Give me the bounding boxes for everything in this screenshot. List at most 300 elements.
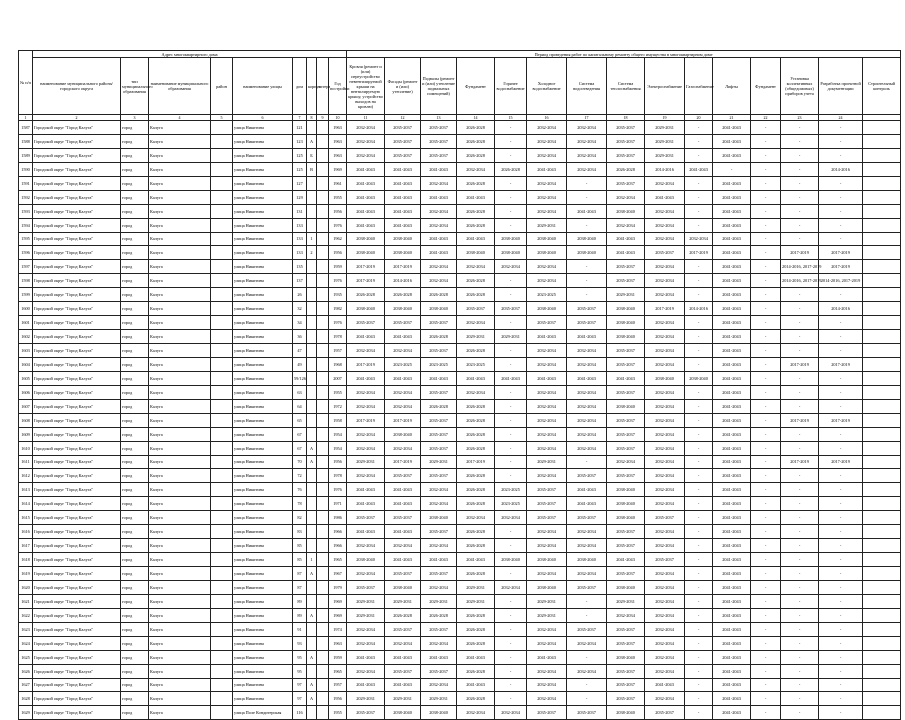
table-cell: - (751, 525, 781, 539)
table-cell-empty (863, 678, 901, 692)
table-cell: - (685, 357, 713, 371)
table-cell: - (751, 316, 781, 330)
table-cell: - (567, 176, 607, 190)
table-row (19, 288, 901, 302)
table-cell: - (781, 706, 819, 720)
table-cell (211, 622, 233, 636)
column-number: 23 (781, 115, 819, 121)
table-cell: 2041-2043 (385, 330, 421, 344)
table-cell: 2032-2034 (645, 176, 685, 190)
col-header-20: Лифты (713, 58, 751, 115)
table-cell: 2032-2034 (645, 427, 685, 441)
table-cell: - (685, 344, 713, 358)
table-cell: - (781, 525, 819, 539)
table-cell: 2041-2043 (347, 650, 385, 664)
table-cell: 2038-2040 (607, 511, 645, 525)
table-cell: 2017-2019 (819, 260, 863, 274)
table-cell: - (713, 162, 751, 176)
table-cell: 2026-2028 (421, 608, 457, 622)
table-cell: 2041-2043 (527, 650, 567, 664)
table-cell: 2035-2037 (607, 539, 645, 553)
table-cell: Калуга (149, 539, 211, 553)
table-cell: улица Никитина (233, 692, 293, 706)
table-cell: 2026-2028 (347, 288, 385, 302)
table-cell: - (495, 148, 527, 162)
table-cell: 2032-2034 (457, 162, 495, 176)
column-number: 4 (149, 115, 211, 121)
table-cell: 64 (293, 399, 307, 413)
table-cell: Городской округ "Город Калуга" (33, 427, 121, 441)
table-row (19, 608, 901, 622)
table-cell: Калуга (149, 288, 211, 302)
table-cell: 2032-2034 (421, 636, 457, 650)
table-cell: - (495, 692, 527, 706)
table-cell: 125 (293, 148, 307, 162)
address-group-header: Адрес многоквартирного дома (33, 51, 347, 58)
table-cell: - (751, 469, 781, 483)
table-cell: улица Никитина (233, 371, 293, 385)
table-cell: 2035-2037 (607, 344, 645, 358)
table-cell-empty (863, 650, 901, 664)
table-cell: 2032-2034 (385, 539, 421, 553)
table-cell: - (495, 441, 527, 455)
table-cell: - (495, 427, 527, 441)
table-cell: 2041-2043 (347, 525, 385, 539)
column-number: 11 (347, 115, 385, 121)
table-cell: 2029-2031 (421, 692, 457, 706)
table-cell: - (819, 288, 863, 302)
table-cell: 2038-2040 (527, 232, 567, 246)
table-cell: 2041-2043 (421, 232, 457, 246)
table-cell: город (121, 567, 149, 581)
table-cell: 2038-2040 (527, 553, 567, 567)
table-cell: - (685, 399, 713, 413)
table-cell: 2038-2040 (607, 580, 645, 594)
table-cell: 2026-2028 (457, 636, 495, 650)
table-cell: - (819, 539, 863, 553)
table-cell (211, 441, 233, 455)
table-cell (211, 232, 233, 246)
table-cell (307, 483, 317, 497)
table-row (19, 497, 901, 511)
table-cell: Городской округ "Город Калуга" (33, 274, 121, 288)
table-cell (317, 288, 329, 302)
table-cell: - (751, 288, 781, 302)
table-cell: 1956 (329, 692, 347, 706)
table-cell: - (781, 692, 819, 706)
table-cell (307, 330, 317, 344)
table-cell (211, 134, 233, 148)
table-cell: 2041-2043 (495, 371, 527, 385)
table-cell: 1627 (19, 678, 33, 692)
table-cell: Городской округ "Город Калуга" (33, 413, 121, 427)
table-cell: 2032-2034 (527, 204, 567, 218)
table-cell-empty (863, 511, 901, 525)
table-cell (317, 413, 329, 427)
table-cell: - (751, 302, 781, 316)
table-cell: город (121, 204, 149, 218)
table-cell: 1978 (329, 469, 347, 483)
table-cell: 2041-2043 (457, 190, 495, 204)
table-cell: 1628 (19, 692, 33, 706)
table-cell: 133 (293, 218, 307, 232)
table-cell (317, 246, 329, 260)
table-cell: - (751, 483, 781, 497)
table-cell: 2041-2043 (645, 678, 685, 692)
table-cell: 2035-2037 (421, 441, 457, 455)
table-cell: Калуга (149, 204, 211, 218)
table-cell: Калуга (149, 441, 211, 455)
table-cell (307, 594, 317, 608)
table-cell: город (121, 594, 149, 608)
table-cell: - (819, 204, 863, 218)
table-cell: - (495, 204, 527, 218)
table-cell: - (781, 636, 819, 650)
table-cell: Городской округ "Город Калуга" (33, 553, 121, 567)
table-cell: 2032-2034 (495, 706, 527, 720)
table-cell: Городской округ "Город Калуга" (33, 218, 121, 232)
table-cell (211, 678, 233, 692)
table-cell: 2032-2034 (567, 539, 607, 553)
table-cell: 1974 (329, 622, 347, 636)
table-cell: 2035-2037 (457, 302, 495, 316)
table-cell: 2035-2037 (385, 316, 421, 330)
column-number: 16 (527, 115, 567, 121)
table-cell: 1965 (329, 664, 347, 678)
table-cell: Городской округ "Город Калуга" (33, 162, 121, 176)
table-cell: Городской округ "Город Калуга" (33, 371, 121, 385)
table-cell: Городской округ "Город Калуга" (33, 664, 121, 678)
table-cell: 2032-2034 (421, 678, 457, 692)
table-cell: 2038-2040 (495, 232, 527, 246)
table-cell: - (751, 357, 781, 371)
table-cell: 2041-2043 (713, 664, 751, 678)
table-cell: 1615 (19, 511, 33, 525)
table-cell: 1605 (19, 371, 33, 385)
table-cell: - (495, 190, 527, 204)
col-header-5: наименование улицы (233, 58, 293, 115)
table-cell (211, 608, 233, 622)
table-cell: - (751, 121, 781, 135)
table-cell: 2026-2028 (457, 539, 495, 553)
table-cell: улица Никитина (233, 664, 293, 678)
table-cell: - (819, 385, 863, 399)
table-cell: 2026-2028 (495, 162, 527, 176)
table-cell: 2032-2034 (527, 344, 567, 358)
table-row (19, 650, 901, 664)
table-cell: - (819, 580, 863, 594)
table-cell: 2038-2040 (347, 232, 385, 246)
table-cell: - (819, 567, 863, 581)
table-cell (307, 385, 317, 399)
table-cell: 2032-2034 (567, 427, 607, 441)
column-number: 2 (33, 115, 121, 121)
table-cell: улица Никитина (233, 441, 293, 455)
table-cell (211, 636, 233, 650)
table-cell: 2041-2043 (567, 204, 607, 218)
table-cell: Калуга (149, 121, 211, 135)
column-number: 6 (233, 115, 293, 121)
table-cell: - (781, 190, 819, 204)
table-cell (307, 706, 317, 720)
table-cell (317, 511, 329, 525)
table-cell: 2026-2028 (457, 288, 495, 302)
table-cell: - (685, 664, 713, 678)
table-cell: 2041-2043 (713, 455, 751, 469)
table-cell: 2035-2037 (607, 567, 645, 581)
table-cell: 2032-2034 (421, 218, 457, 232)
table-cell: 2032-2034 (645, 567, 685, 581)
table-cell: город (121, 483, 149, 497)
table-cell-empty (863, 246, 901, 260)
table-cell: - (781, 678, 819, 692)
table-cell: 2032-2034 (527, 622, 567, 636)
table-cell-empty (863, 692, 901, 706)
table-cell: - (685, 441, 713, 455)
table-cell: 1982 (329, 302, 347, 316)
table-cell: 2038-2040 (527, 580, 567, 594)
table-cell: 2032-2034 (567, 441, 607, 455)
table-cell: город (121, 525, 149, 539)
table-cell: 2041-2043 (421, 553, 457, 567)
table-cell: - (685, 330, 713, 344)
table-cell: 2032-2034 (347, 385, 385, 399)
table-cell: Калуга (149, 274, 211, 288)
table-cell: 1598 (19, 274, 33, 288)
table-cell: 2035-2037 (607, 427, 645, 441)
table-cell: 2029-2031 (645, 121, 685, 135)
table-cell: Городской округ "Город Калуга" (33, 260, 121, 274)
table-cell: 1955 (329, 190, 347, 204)
table-header (19, 51, 901, 121)
table-cell: улица Никитина (233, 316, 293, 330)
table-cell: 2032-2034 (527, 441, 567, 455)
table-cell: 2041-2043 (713, 246, 751, 260)
table-cell: 2026-2028 (457, 274, 495, 288)
table-cell-empty (863, 441, 901, 455)
table-cell: - (751, 636, 781, 650)
table-cell (211, 218, 233, 232)
col-header-22: Установка коллективных (общедомовых) приборов учета (781, 58, 819, 115)
table-cell (317, 385, 329, 399)
table-cell: - (685, 706, 713, 720)
table-cell-empty (863, 302, 901, 316)
col-header-7: корпус (307, 58, 317, 115)
table-cell: - (781, 176, 819, 190)
table-cell: 1957 (329, 678, 347, 692)
table-cell: 2032-2034 (527, 664, 567, 678)
table-cell: 2041-2043 (713, 134, 751, 148)
table-cell: Городской округ "Город Калуга" (33, 302, 121, 316)
table-cell: - (781, 330, 819, 344)
table-cell: - (781, 580, 819, 594)
table-cell: Городской округ "Город Калуга" (33, 525, 121, 539)
table-cell: 2035-2037 (385, 511, 421, 525)
table-cell (317, 636, 329, 650)
table-cell: 2026-2028 (457, 413, 495, 427)
table-cell: улица Никитина (233, 260, 293, 274)
table-cell: 2032-2034 (527, 636, 567, 650)
table-cell: 2041-2043 (347, 218, 385, 232)
table-cell: - (685, 553, 713, 567)
table-cell: - (685, 274, 713, 288)
table-cell: 133 (293, 232, 307, 246)
table-cell: улица Никитина (233, 246, 293, 260)
table-cell: - (685, 427, 713, 441)
table-cell: 2026-2028 (457, 121, 495, 135)
table-cell: А (307, 134, 317, 148)
table-cell: - (685, 455, 713, 469)
table-cell: Городской округ "Город Калуга" (33, 483, 121, 497)
table-cell: - (781, 204, 819, 218)
table-cell: 2041-2043 (713, 608, 751, 622)
table-cell: - (495, 664, 527, 678)
table-cell: 1609 (19, 427, 33, 441)
table-cell (307, 580, 317, 594)
table-cell: - (751, 134, 781, 148)
table-cell (307, 274, 317, 288)
table-cell (211, 190, 233, 204)
table-cell: 1957 (329, 344, 347, 358)
table-cell: Калуга (149, 357, 211, 371)
table-cell: 2029-2031 (347, 455, 385, 469)
table-row (19, 246, 901, 260)
table-cell-empty (863, 594, 901, 608)
table-cell: 1593 (19, 204, 33, 218)
table-cell: 2032-2034 (527, 357, 567, 371)
table-cell: 34 (293, 316, 307, 330)
table-cell: 1610 (19, 441, 33, 455)
table-cell: город (121, 678, 149, 692)
column-number: 18 (607, 115, 645, 121)
table-cell: 95 (293, 650, 307, 664)
table-cell: 2041-2043 (685, 162, 713, 176)
table-cell: улица Никитина (233, 204, 293, 218)
table-cell: 2035-2037 (607, 664, 645, 678)
table-cell: 2035-2037 (567, 316, 607, 330)
table-cell: Городской округ "Город Калуга" (33, 148, 121, 162)
table-cell: 2032-2034 (421, 204, 457, 218)
table-cell: 2038-2040 (567, 553, 607, 567)
table-cell: 2032-2034 (645, 441, 685, 455)
table-row (19, 204, 901, 218)
table-cell: 2038-2040 (347, 246, 385, 260)
table-cell: улица Поле Кондитерская (233, 706, 293, 720)
table-cell: 2038-2040 (607, 204, 645, 218)
table-cell: 83 (293, 525, 307, 539)
column-number: 17 (567, 115, 607, 121)
table-cell: улица Никитина (233, 539, 293, 553)
table-cell: 70 (293, 455, 307, 469)
table-cell: 2041-2043 (713, 218, 751, 232)
table-cell: 2035-2037 (421, 148, 457, 162)
column-number: 21 (713, 115, 751, 121)
table-cell: 2032-2034 (645, 330, 685, 344)
table-cell: - (685, 204, 713, 218)
table-cell: 2041-2043 (385, 371, 421, 385)
col-header-23: Разработка проектной документации (819, 58, 863, 115)
table-cell (307, 344, 317, 358)
table-cell: 2032-2034 (645, 260, 685, 274)
table-cell: 1619 (19, 567, 33, 581)
table-cell: - (751, 371, 781, 385)
table-cell: - (685, 121, 713, 135)
column-number: 7 (293, 115, 307, 121)
table-cell (317, 274, 329, 288)
table-cell (211, 176, 233, 190)
table-cell: - (495, 525, 527, 539)
table-cell: 2032-2034 (645, 525, 685, 539)
table-cell: город (121, 664, 149, 678)
table-cell: 2035-2037 (421, 567, 457, 581)
table-cell: улица Никитина (233, 567, 293, 581)
table-cell: - (495, 357, 527, 371)
table-cell: 2038-2040 (607, 497, 645, 511)
table-cell: 2032-2034 (457, 260, 495, 274)
table-cell: - (495, 344, 527, 358)
table-cell: 2041-2043 (713, 692, 751, 706)
table-cell (211, 650, 233, 664)
table-cell: 2026-2028 (457, 469, 495, 483)
table-cell: - (567, 608, 607, 622)
table-cell: - (567, 692, 607, 706)
table-cell: - (567, 455, 607, 469)
table-cell (317, 525, 329, 539)
table-cell: 2032-2034 (457, 385, 495, 399)
table-cell: город (121, 497, 149, 511)
table-cell: - (751, 385, 781, 399)
table-cell: - (685, 525, 713, 539)
table-cell: 2041-2043 (347, 162, 385, 176)
table-cell: 2035-2037 (421, 316, 457, 330)
table-cell: 2026-2028 (457, 664, 495, 678)
col-header-19: Газоснабжение (685, 58, 713, 115)
table-cell: 2041-2043 (713, 511, 751, 525)
table-cell: 2038-2040 (421, 511, 457, 525)
table-cell: 2038-2040 (457, 246, 495, 260)
table-cell-empty (863, 539, 901, 553)
table-cell (317, 580, 329, 594)
col-header-4: район (211, 58, 233, 115)
table-cell: Городской округ "Город Калуга" (33, 246, 121, 260)
table-cell: 1954 (329, 441, 347, 455)
table-cell: - (781, 497, 819, 511)
table-cell: 2035-2037 (421, 413, 457, 427)
table-cell: улица Никитина (233, 190, 293, 204)
table-cell (307, 525, 317, 539)
table-cell: 2032-2034 (527, 427, 567, 441)
table-cell: 2041-2043 (527, 371, 567, 385)
table-row (19, 469, 901, 483)
table-cell: 2032-2034 (567, 385, 607, 399)
table-cell: - (685, 469, 713, 483)
table-cell-empty (863, 232, 901, 246)
table-cell: 2032-2034 (421, 483, 457, 497)
table-cell: улица Никитина (233, 427, 293, 441)
table-cell: город (121, 469, 149, 483)
table-cell: 2035-2037 (607, 678, 645, 692)
table-cell: 2038-2040 (347, 302, 385, 316)
table-cell: - (751, 274, 781, 288)
table-cell: улица Никитина (233, 399, 293, 413)
column-number: 15 (495, 115, 527, 121)
table-cell: Городской округ "Город Калуга" (33, 511, 121, 525)
table-cell: 1597 (19, 260, 33, 274)
table-cell: 1979 (329, 580, 347, 594)
table-cell: 2026-2028 (421, 399, 457, 413)
col-header-18: Электроснабжение (645, 58, 685, 115)
table-cell: 2014-2016 (645, 162, 685, 176)
